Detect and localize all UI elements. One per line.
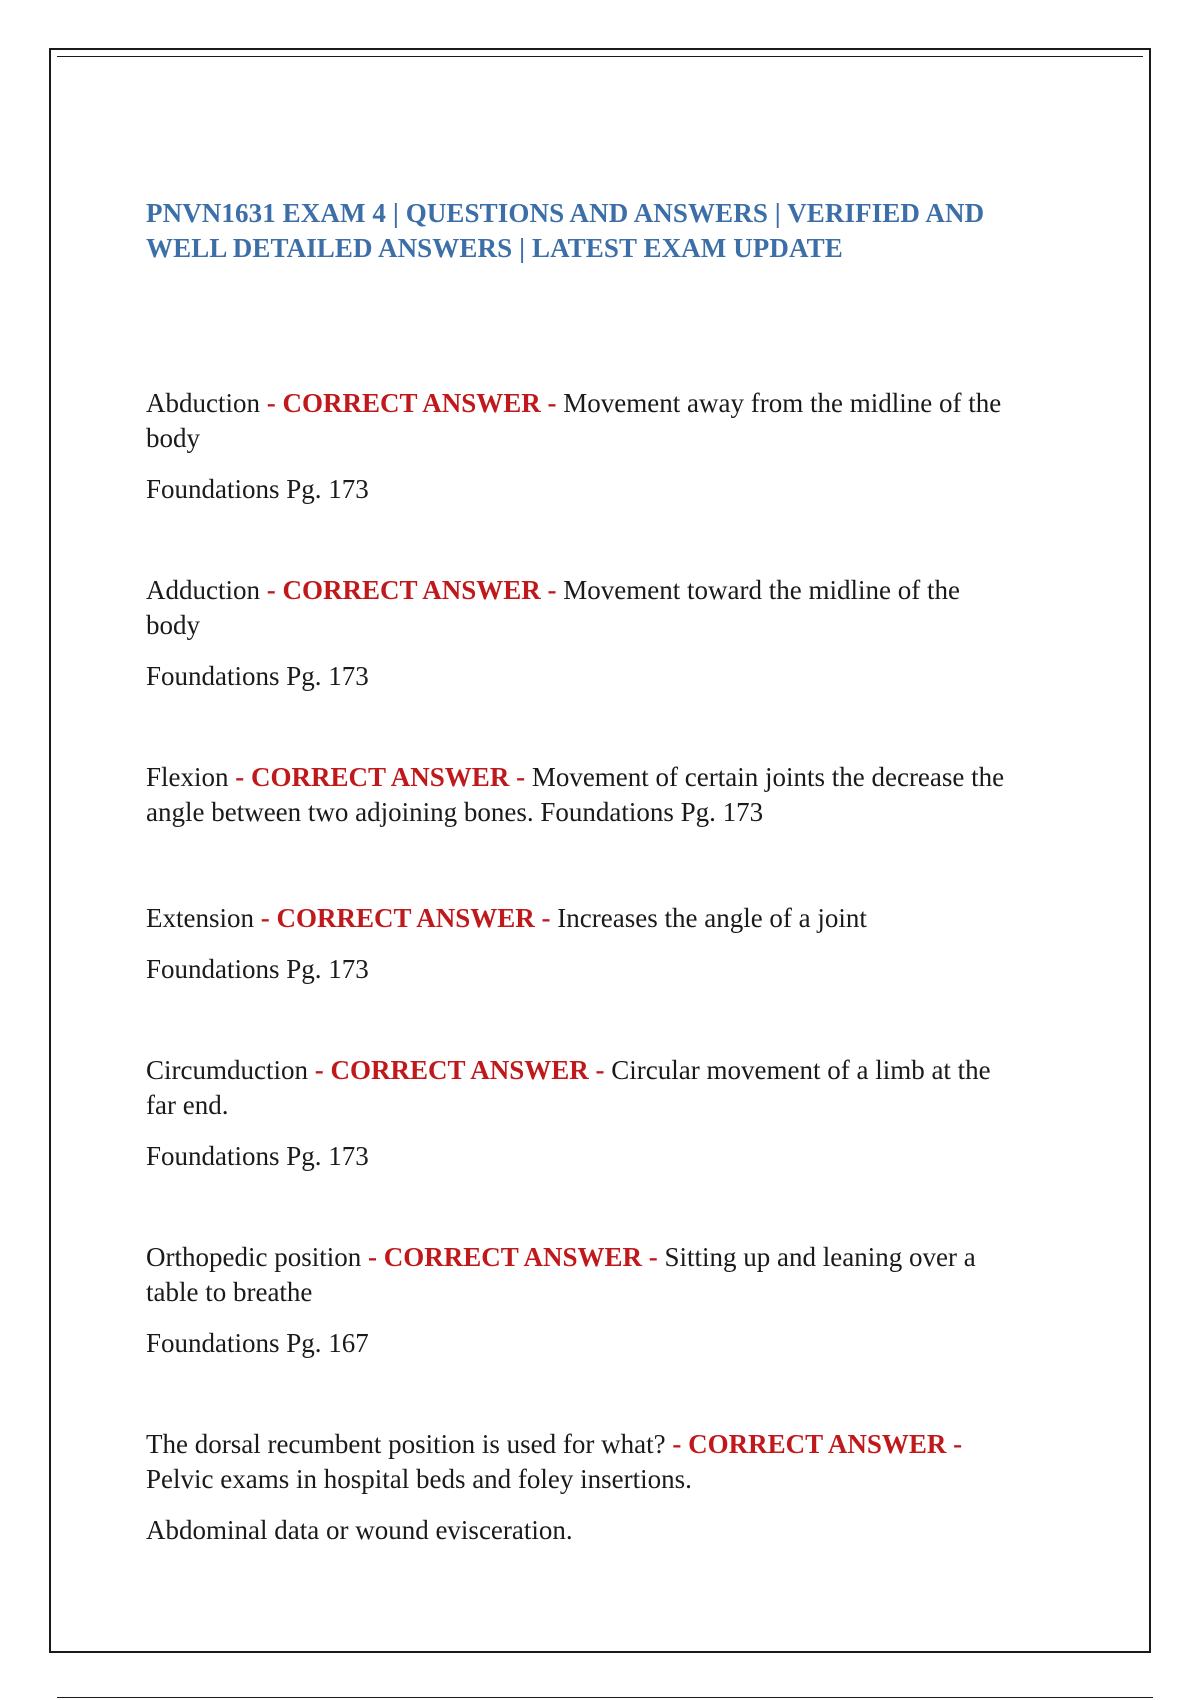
qa-line: [146, 901, 1046, 936]
qa-answer: Increases the angle of a joint: [557, 903, 867, 933]
qa-reference: Foundations Pg. 173: [146, 954, 369, 984]
correct-answer-label: - CORRECT ANSWER -: [235, 762, 526, 792]
qa-answer-continued: far end.: [146, 1090, 229, 1120]
qa-item-adduction: [146, 573, 1046, 694]
qa-answer: Circular movement of a limb at the: [611, 1055, 991, 1085]
correct-answer-label: - CORRECT ANSWER -: [260, 903, 551, 933]
qa-term: Extension: [146, 903, 254, 933]
qa-line: [146, 1053, 1046, 1123]
qa-term: Circumduction: [146, 1055, 308, 1085]
qa-answer-continued: body: [146, 610, 200, 640]
qa-line: [146, 573, 1046, 643]
qa-answer-continued: body: [146, 423, 200, 453]
qa-term: The dorsal recumbent position is used for what?: [146, 1429, 666, 1459]
qa-answer-continued: angle between two adjoining bones. Foundations Pg. 173: [146, 797, 764, 827]
correct-answer-label: - CORRECT ANSWER -: [367, 1242, 658, 1272]
qa-reference: Foundations Pg. 173: [146, 661, 369, 691]
qa-item-flexion: [146, 760, 1046, 830]
qa-list: [146, 386, 1046, 1548]
qa-answer: Movement away from the midline of the: [563, 388, 1002, 418]
next-page-edge-rule: [57, 1697, 1153, 1698]
qa-answer-note: Abdominal data or wound evisceration.: [146, 1515, 573, 1545]
document-title: [146, 196, 1046, 266]
qa-answer: Movement of certain joints the decrease the: [531, 762, 1005, 792]
qa-reference: Foundations Pg. 173: [146, 474, 369, 504]
qa-answer: Pelvic exams in hospital beds and foley insertions.: [146, 1464, 692, 1494]
qa-line: [146, 386, 1046, 456]
qa-reference: Foundations Pg. 173: [146, 1141, 369, 1171]
header-rule: [57, 56, 1143, 57]
qa-item-abduction: [146, 386, 1046, 507]
qa-item-orthopedic-position: [146, 1240, 1046, 1361]
qa-answer: Movement toward the midline of the: [563, 575, 960, 605]
qa-item-extension: [146, 901, 1046, 987]
qa-line: [146, 1427, 1046, 1497]
qa-reference: Foundations Pg. 167: [146, 1328, 369, 1358]
qa-line: [146, 760, 1046, 830]
qa-item-circumduction: [146, 1053, 1046, 1174]
document-title-line-2: WELL DETAILED ANSWERS | LATEST EXAM UPDATE: [146, 233, 843, 263]
qa-item-dorsal-recumbent: [146, 1427, 1046, 1548]
document-body: [146, 196, 1046, 1548]
qa-term: Orthopedic position: [146, 1242, 362, 1272]
correct-answer-label: - CORRECT ANSWER -: [672, 1429, 963, 1459]
qa-line: [146, 1240, 1046, 1310]
qa-term: Adduction: [146, 575, 260, 605]
qa-term: Flexion: [146, 762, 229, 792]
correct-answer-label: - CORRECT ANSWER -: [266, 388, 557, 418]
correct-answer-label: - CORRECT ANSWER -: [314, 1055, 605, 1085]
qa-term: Abduction: [146, 388, 260, 418]
qa-answer-continued: table to breathe: [146, 1277, 313, 1307]
document-title-line-1: PNVN1631 EXAM 4 | QUESTIONS AND ANSWERS | VERIFIED AND: [146, 198, 985, 228]
qa-answer: Sitting up and leaning over a: [664, 1242, 976, 1272]
correct-answer-label: - CORRECT ANSWER -: [266, 575, 557, 605]
